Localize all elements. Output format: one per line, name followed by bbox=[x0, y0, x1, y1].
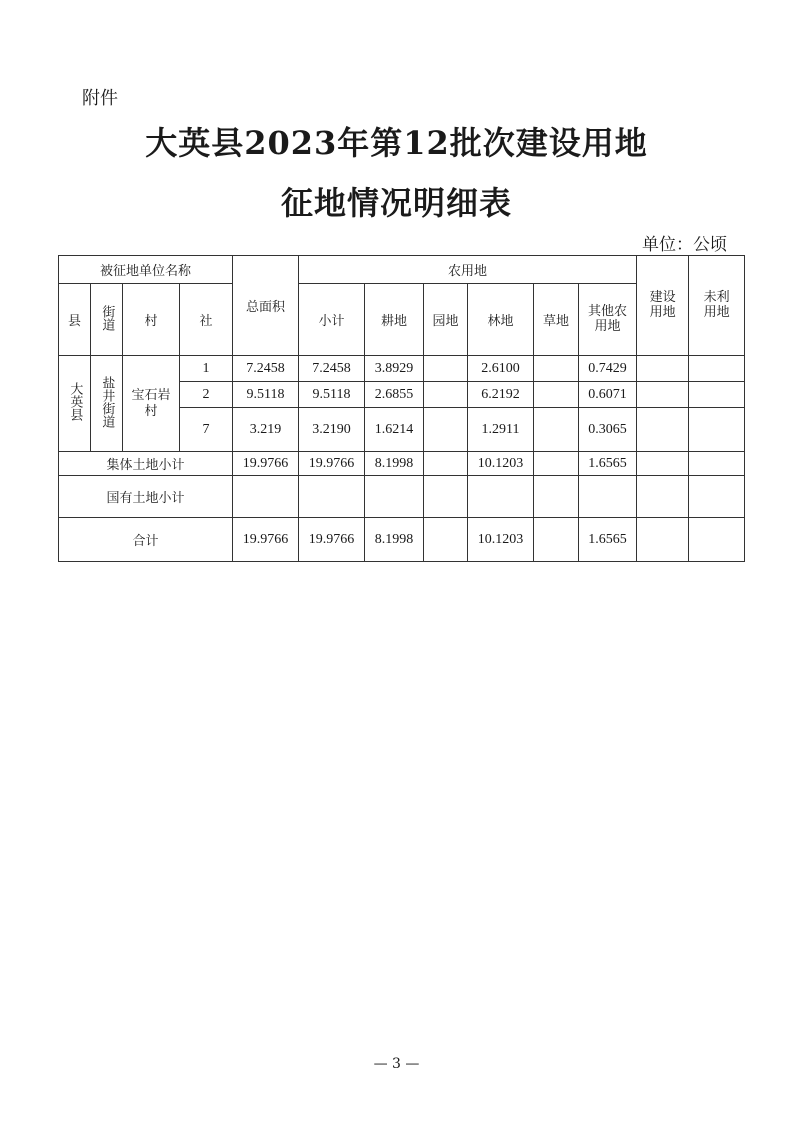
other-agri-cell: 1.6565 bbox=[579, 518, 637, 562]
state-subtotal-row bbox=[59, 476, 745, 518]
garden-cell bbox=[424, 356, 468, 382]
header-unused: 未利用地 bbox=[689, 256, 745, 356]
subtotal-cell: 19.9766 bbox=[299, 452, 365, 476]
cultivated-cell: 2.6855 bbox=[365, 382, 424, 408]
other-agri-cell: 0.3065 bbox=[579, 408, 637, 452]
document-title-line2: 征地情况明细表 bbox=[280, 184, 512, 222]
garden-cell bbox=[424, 382, 468, 408]
total-cell: 9.5118 bbox=[233, 382, 299, 408]
total-cell bbox=[233, 476, 299, 518]
forest-cell: 10.1203 bbox=[468, 518, 534, 562]
header-total-area: 总面积 bbox=[233, 256, 299, 356]
forest-cell: 6.2192 bbox=[468, 382, 534, 408]
unused-cell bbox=[689, 476, 745, 518]
document-title-line1: 大英县2023年第12批次建设用地 bbox=[145, 124, 648, 162]
other-agri-cell: 0.6071 bbox=[579, 382, 637, 408]
header-forest: 林地 bbox=[468, 284, 534, 356]
total-cell: 7.2458 bbox=[233, 356, 299, 382]
unused-cell bbox=[689, 518, 745, 562]
garden-cell bbox=[424, 476, 468, 518]
community-cell: 2 bbox=[180, 382, 233, 408]
header-construction: 建设用地 bbox=[637, 256, 689, 356]
unused-cell bbox=[689, 382, 745, 408]
attachment-label: 附件 bbox=[82, 88, 118, 109]
grass-cell bbox=[534, 382, 579, 408]
unused-cell bbox=[689, 356, 745, 382]
forest-cell bbox=[468, 476, 534, 518]
header-county: 县 bbox=[59, 284, 91, 356]
grass-cell bbox=[534, 476, 579, 518]
construction-cell bbox=[637, 382, 689, 408]
village-cell: 宝石岩村 bbox=[123, 356, 180, 452]
total-cell: 19.9766 bbox=[233, 518, 299, 562]
community-cell: 7 bbox=[180, 408, 233, 452]
header-agri-group: 农用地 bbox=[299, 256, 637, 284]
page-number: — 3 — bbox=[373, 1056, 420, 1072]
cultivated-cell: 1.6214 bbox=[365, 408, 424, 452]
cultivated-cell: 3.8929 bbox=[365, 356, 424, 382]
unused-cell bbox=[689, 452, 745, 476]
cultivated-cell bbox=[365, 476, 424, 518]
garden-cell bbox=[424, 518, 468, 562]
grass-cell bbox=[534, 356, 579, 382]
forest-cell: 2.6100 bbox=[468, 356, 534, 382]
grass-cell bbox=[534, 408, 579, 452]
unused-cell bbox=[689, 408, 745, 452]
header-grass: 草地 bbox=[534, 284, 579, 356]
construction-cell bbox=[637, 518, 689, 562]
row-label: 国有土地小计 bbox=[59, 476, 233, 518]
header-village: 村 bbox=[123, 284, 180, 356]
county-cell: 大英县 bbox=[59, 356, 91, 452]
cultivated-cell: 8.1998 bbox=[365, 518, 424, 562]
other-agri-cell: 0.7429 bbox=[579, 356, 637, 382]
community-cell: 1 bbox=[180, 356, 233, 382]
construction-cell bbox=[637, 408, 689, 452]
forest-cell: 10.1203 bbox=[468, 452, 534, 476]
other-agri-cell: 1.6565 bbox=[579, 452, 637, 476]
header-cultivated: 耕地 bbox=[365, 284, 424, 356]
subtotal-cell: 7.2458 bbox=[299, 356, 365, 382]
table-row bbox=[59, 356, 745, 382]
land-acquisition-table bbox=[58, 255, 745, 562]
grass-cell bbox=[534, 452, 579, 476]
unit-label: 单位：公顷 bbox=[642, 235, 727, 255]
subtotal-cell bbox=[299, 476, 365, 518]
header-garden: 园地 bbox=[424, 284, 468, 356]
grass-cell bbox=[534, 518, 579, 562]
construction-cell bbox=[637, 452, 689, 476]
header-other-agri: 其他农用地 bbox=[579, 284, 637, 356]
total-cell: 19.9766 bbox=[233, 452, 299, 476]
grand-total-row bbox=[59, 518, 745, 562]
header-community: 社 bbox=[180, 284, 233, 356]
subtotal-cell: 9.5118 bbox=[299, 382, 365, 408]
subtotal-cell: 3.2190 bbox=[299, 408, 365, 452]
header-street: 街道 bbox=[91, 284, 123, 356]
street-cell: 盐井街道 bbox=[91, 356, 123, 452]
subtotal-cell: 19.9766 bbox=[299, 518, 365, 562]
row-label: 集体土地小计 bbox=[59, 452, 233, 476]
header-owner-group: 被征地单位名称 bbox=[59, 256, 233, 284]
collective-subtotal-row bbox=[59, 452, 745, 476]
row-label: 合计 bbox=[59, 518, 233, 562]
total-cell: 3.219 bbox=[233, 408, 299, 452]
construction-cell bbox=[637, 356, 689, 382]
cultivated-cell: 8.1998 bbox=[365, 452, 424, 476]
garden-cell bbox=[424, 452, 468, 476]
header-subtotal: 小计 bbox=[299, 284, 365, 356]
garden-cell bbox=[424, 408, 468, 452]
forest-cell: 1.2911 bbox=[468, 408, 534, 452]
other-agri-cell bbox=[579, 476, 637, 518]
construction-cell bbox=[637, 476, 689, 518]
